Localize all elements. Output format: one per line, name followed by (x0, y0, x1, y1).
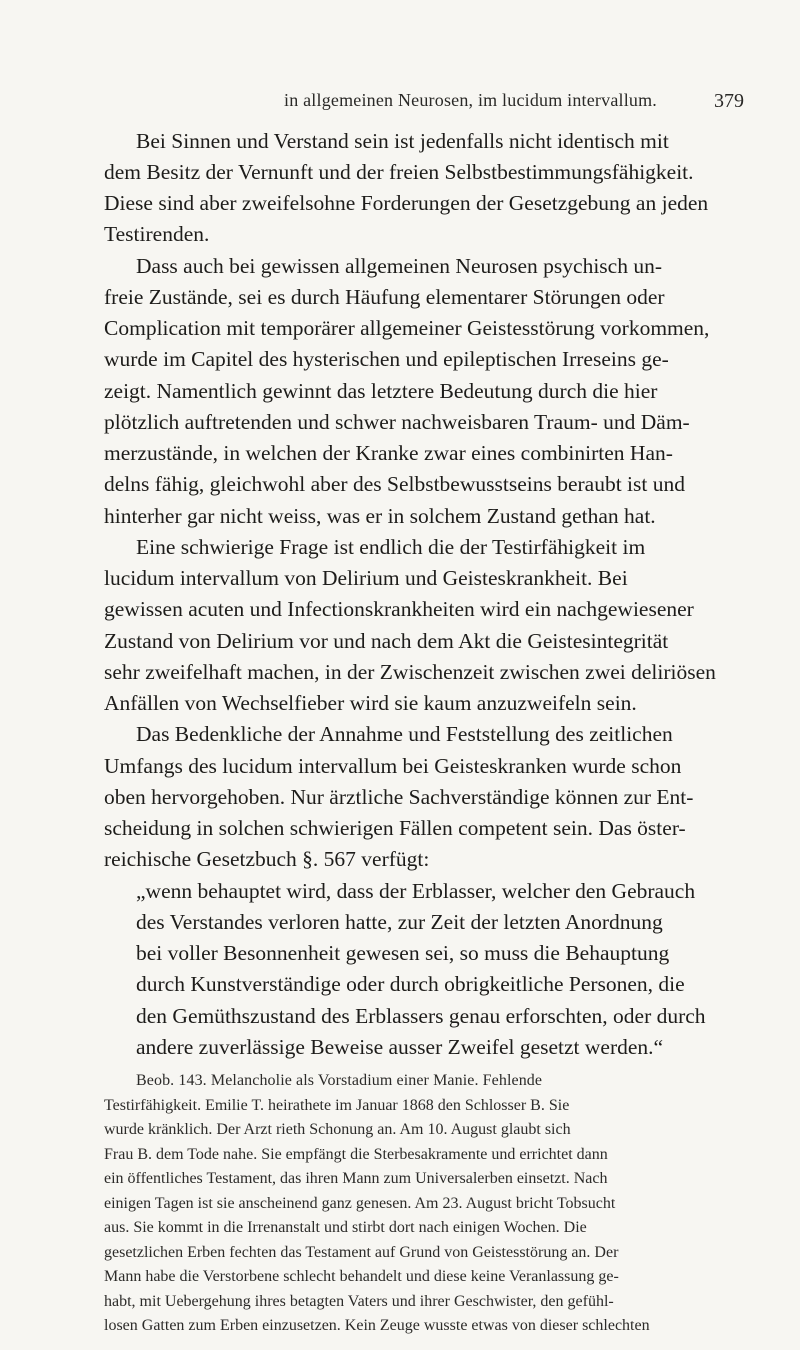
body-line: Zustand von Delirium vor und nach dem Akt die Geistesintegrität (104, 629, 669, 653)
case-line: gesetzlichen Erben fechten das Testament auf Grund von Geistesstörung an. Der (104, 1244, 619, 1261)
case-line: losen Gatten zum Erben einzusetzen. Kein Zeuge wusste etwas von dieser schlechten (104, 1317, 650, 1334)
case-line: aus. Sie kommt in die Irrenanstalt und stirbt dort nach einigen Wochen. Die (104, 1219, 587, 1236)
case-line: ein öffentliches Testament, das ihren Mann zum Universalerben einsetzt. Nach (104, 1170, 608, 1187)
body-line: Eine schwierige Frage ist endlich die der Testirfähigkeit im (136, 535, 646, 559)
body-line: lucidum intervallum von Delirium und Geisteskrankheit. Bei (104, 566, 628, 590)
body-line: oben hervorgehoben. Nur ärztliche Sachverständige können zur Ent- (104, 785, 694, 809)
body-line: Das Bedenkliche der Annahme und Feststellung des zeitlichen (136, 722, 673, 746)
case-line: Mann habe die Verstorbene schlecht behandelt und diese keine Veranlassung ge- (104, 1268, 619, 1285)
body-line: sehr zweifelhaft machen, in der Zwischenzeit zwischen zwei deliriösen (104, 660, 716, 684)
body-line: Complication mit temporärer allgemeiner Geistesstörung vorkommen, (104, 316, 710, 340)
body-line: wurde im Capitel des hysterischen und epileptischen Irreseins ge- (104, 347, 669, 371)
body-line: reichische Gesetzbuch §. 567 verfügt: (104, 847, 430, 871)
body-line: merzustände, in welchen der Kranke zwar eines combinirten Han- (104, 441, 673, 465)
body-line: Anfällen von Wechselfieber wird sie kaum anzuzweifeln sein. (104, 691, 637, 715)
body-line: delns fähig, gleichwohl aber des Selbstbewusstseins beraubt ist und (104, 472, 685, 496)
body-line: Testirenden. (104, 222, 210, 246)
body-line: zeigt. Namentlich gewinnt das letztere Bedeutung durch die hier (104, 379, 658, 403)
case-line: habt, mit Uebergehung ihres betagten Vaters und ihrer Geschwister, den gefühl- (104, 1293, 614, 1310)
running-head (284, 90, 744, 116)
running-title: in allgemeinen Neurosen, im lucidum intervallum. (284, 90, 658, 110)
body-line: plötzlich auftretenden und schwer nachweisbaren Traum- und Däm- (104, 410, 690, 434)
page-number: 379 (714, 90, 744, 112)
case-line: Frau B. dem Tode nahe. Sie empfängt die Sterbesakramente und errichtet dann (104, 1146, 608, 1163)
body-line: Bei Sinnen und Verstand sein ist jedenfalls nicht identisch mit (136, 129, 669, 153)
quote-line: den Gemüthszustand des Erblassers genau erforschten, oder durch (136, 1004, 706, 1028)
quote-line: durch Kunstverständige oder durch obrigkeitliche Personen, die (136, 972, 685, 996)
case-line: einigen Tagen ist sie anscheinend ganz genesen. Am 23. August bricht Tobsucht (104, 1195, 616, 1212)
quote-line: andere zuverlässige Beweise ausser Zweifel gesetzt werden.“ (136, 1035, 664, 1059)
body-line: Diese sind aber zweifelsohne Forderungen der Gesetzgebung an jeden (104, 191, 709, 215)
body-line: Umfangs des lucidum intervallum bei Geisteskranken wurde schon (104, 754, 682, 778)
body-line: gewissen acuten und Infectionskrankheiten wird ein nachgewiesener (104, 597, 694, 621)
quote-line: bei voller Besonnenheit gewesen sei, so muss die Behauptung (136, 941, 670, 965)
case-line: Beob. 143. Melancholie als Vorstadium einer Manie. Fehlende (136, 1072, 543, 1089)
case-line: Testirfähigkeit. Emilie T. heirathete im Januar 1868 den Schlosser B. Sie (104, 1097, 570, 1114)
quote-line: „wenn behauptet wird, dass der Erblasser, welcher den Gebrauch (136, 879, 696, 903)
body-line: Dass auch bei gewissen allgemeinen Neurosen psychisch un- (136, 254, 663, 278)
body-line: freie Zustände, sei es durch Häufung elementarer Störungen oder (104, 285, 665, 309)
body-line: dem Besitz der Vernunft und der freien Selbstbestimmungsfähigkeit. (104, 160, 694, 184)
body-line: scheidung in solchen schwierigen Fällen competent sein. Das öster- (104, 816, 686, 840)
case-line: wurde kränklich. Der Arzt rieth Schonung an. Am 10. August glaubt sich (104, 1121, 571, 1138)
quote-line: des Verstandes verloren hatte, zur Zeit der letzten Anordnung (136, 910, 663, 934)
body-line: hinterher gar nicht weiss, was er in solchem Zustand gethan hat. (104, 504, 656, 528)
